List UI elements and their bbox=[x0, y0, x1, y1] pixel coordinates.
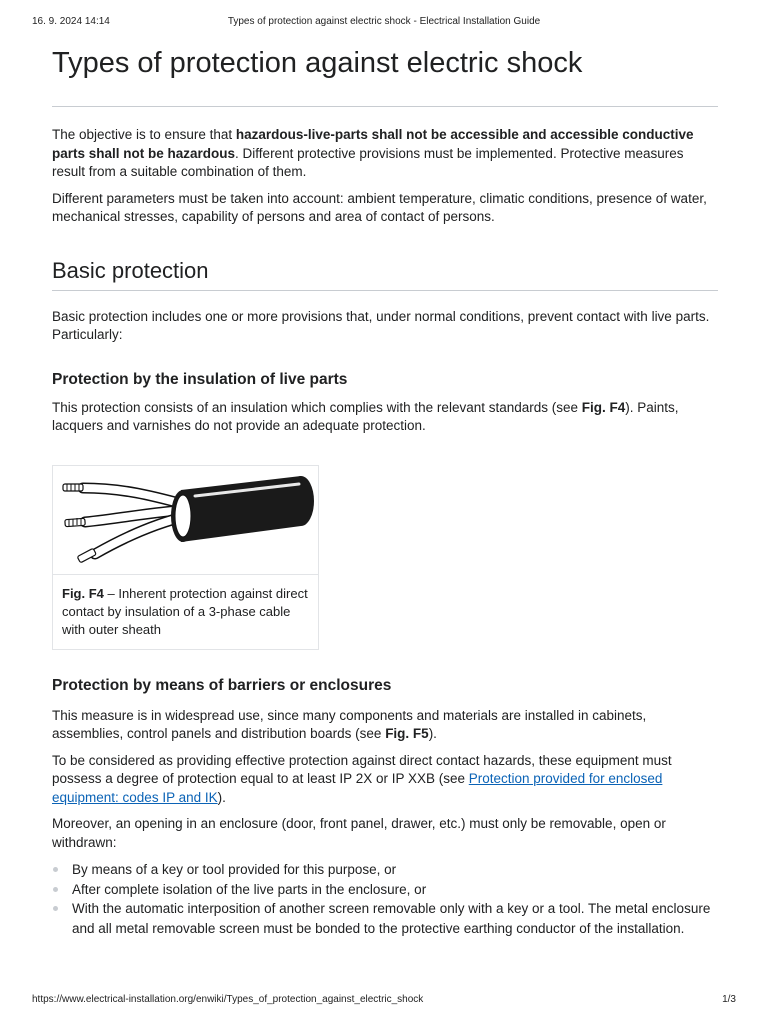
print-page-title: Types of protection against electric shock - Electrical Installation Guide bbox=[227, 16, 541, 27]
intro-paragraph-2: Different parameters must be taken into account: ambient temperature, climatic conditions, presence of water, mechanical stresses, capability of persons and area of contact of persons. bbox=[52, 190, 707, 224]
link-ip-ik-codes[interactable]: Protection provided for enclosed equipment: codes IP and IK bbox=[52, 771, 663, 805]
figure-caption: Fig. F4 – Inherent protection against direct contact by insulation of a 3-phase cable with outer sheath bbox=[62, 585, 308, 637]
section-heading-basic-protection: Basic protection bbox=[52, 257, 718, 291]
print-header bbox=[32, 16, 736, 30]
subheading-barriers: Protection by means of barriers or enclosures bbox=[52, 676, 392, 694]
print-date: 16. 9. 2024 14:14 bbox=[32, 16, 110, 27]
list-item: With the automatic interposition of another screen removable only with a key or a tool. The metal enclosure and all metal removable screen must be bonded to the protective earthing conductor of the installation. bbox=[52, 899, 718, 938]
barriers-paragraph-3: Moreover, an opening in an enclosure (door, front panel, drawer, etc.) must only be removable, open or withdrawn: bbox=[52, 816, 666, 850]
barriers-paragraph-2: To be considered as providing effective protection against direct contact hazards, these equipment must possess a degree of protection equal to at least IP 2X or IP XXB (see Protection provided for enclosed equipment: codes IP and IK). bbox=[52, 752, 672, 805]
page-number: 1/3 bbox=[722, 994, 736, 1005]
bullet-list bbox=[52, 860, 718, 938]
basic-protection-paragraph: Basic protection includes one or more provisions that, under normal conditions, prevent contact with live parts. Particularly: bbox=[52, 308, 710, 342]
print-url: https://www.electrical-installation.org/enwiki/Types_of_protection_against_electric_shock bbox=[32, 994, 424, 1005]
subheading-insulation: Protection by the insulation of live parts bbox=[52, 370, 348, 388]
page-title: Types of protection against electric shock bbox=[52, 44, 718, 107]
article bbox=[52, 44, 718, 938]
barriers-paragraph-1: This measure is in widespread use, since many components and materials are installed in cabinets, assemblies, control panels and distribution boards (see Fig. F5). bbox=[52, 707, 647, 741]
cable-image bbox=[53, 466, 318, 575]
insulation-paragraph: This protection consists of an insulation which complies with the relevant standards (see Fig. F4). Paints, lacquers and varnishes do not provide an adequate protection. bbox=[52, 399, 679, 433]
figure-f4 bbox=[52, 465, 319, 650]
intro-paragraph-1: The objective is to ensure that hazardous-live-parts shall not be accessible and accessible conductive parts shall not be hazardous. Different protective provisions must be implemented. Protective measures result from a suitable combination of them. bbox=[52, 127, 694, 179]
list-item: By means of a key or tool provided for this purpose, or bbox=[52, 860, 718, 880]
list-item: After complete isolation of the live parts in the enclosure, or bbox=[52, 880, 718, 900]
print-footer bbox=[32, 994, 736, 1008]
cable-illustration bbox=[53, 466, 318, 574]
